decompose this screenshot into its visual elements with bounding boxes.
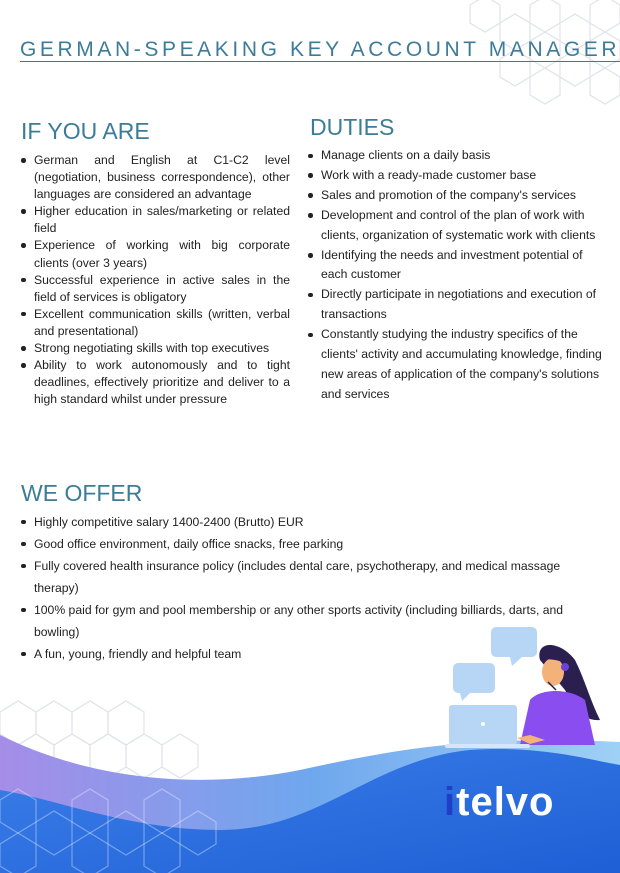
if-you-are-list xyxy=(20,152,290,408)
list-item: Ability to work autonomously and to tight deadlines, effectively prioritize and deliver to a high standard whilst under pressure xyxy=(20,357,290,408)
list-item: Sales and promotion of the company's services xyxy=(307,186,602,206)
list-item: A fun, young, friendly and helpful team xyxy=(20,643,580,665)
list-item: Successful experience in active sales in the field of services is obligatory xyxy=(20,272,290,306)
list-item: Manage clients on a daily basis xyxy=(307,146,602,166)
list-item: Higher education in sales/marketing or related field xyxy=(20,203,290,237)
we-offer-heading: WE OFFER xyxy=(21,480,143,506)
list-item: Experience of working with big corporate clients (over 3 years) xyxy=(20,237,290,271)
logo-letter-i: i xyxy=(444,780,457,824)
list-item: Strong negotiating skills with top executives xyxy=(20,340,290,357)
chat-bubble-icon xyxy=(453,663,495,693)
duties-list xyxy=(307,146,602,405)
list-item: Directly participate in negotiations and execution of transactions xyxy=(307,285,602,325)
list-item: Development and control of the plan of work with clients, organization of systematic work with clients xyxy=(307,206,602,246)
duties-heading: DUTIES xyxy=(310,114,395,140)
we-offer-list xyxy=(20,511,580,665)
logo-text: telvo xyxy=(456,780,555,824)
itelvo-logo xyxy=(444,780,554,825)
list-item: Fully covered health insurance policy (includes dental care, psychotherapy, and medical massage therapy) xyxy=(20,555,580,599)
page-title: GERMAN-SPEAKING KEY ACCOUNT MANAGER xyxy=(20,38,620,61)
list-item: Highly competitive salary 1400-2400 (Brutto) EUR xyxy=(20,511,580,533)
list-item: German and English at C1-C2 level (negotiation, business correspondence), other languages are considered an advantage xyxy=(20,152,290,203)
list-item: Work with a ready-made customer base xyxy=(307,166,602,186)
list-item: Good office environment, daily office snacks, free parking xyxy=(20,533,580,555)
list-item: Excellent communication skills (written, verbal and presentational) xyxy=(20,306,290,340)
list-item: Constantly studying the industry specifics of the clients' activity and accumulating knowledge, finding new areas of application of the company's solutions and services xyxy=(307,325,602,405)
list-item: 100% paid for gym and pool membership or any other sports activity (including billiards, darts, and bowling) xyxy=(20,599,580,643)
if-you-are-heading: IF YOU ARE xyxy=(21,118,150,144)
list-item: Identifying the needs and investment potential of each customer xyxy=(307,246,602,286)
